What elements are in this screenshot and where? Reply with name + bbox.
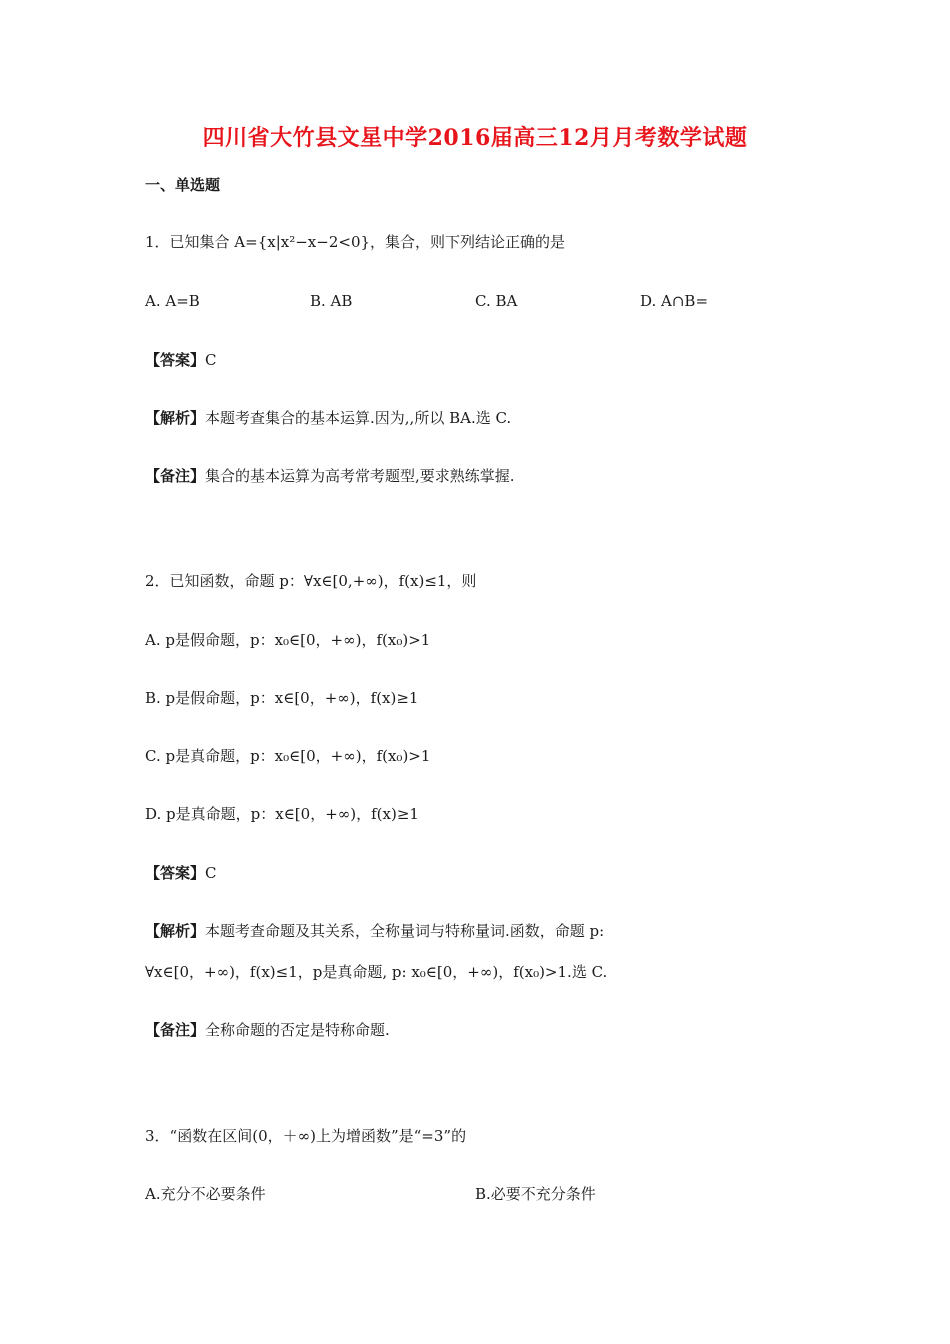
question-2-option-c: C. p是真命题，p：x₀∈[0，+∞)，f(x₀)>1 — [145, 747, 431, 765]
question-2-option-b: B. p是假命题，p：x∈[0，+∞)，f(x)≥1 — [145, 689, 419, 707]
question-1-option-b: B. AB — [310, 292, 353, 310]
question-3-stem: 3．“函数在区间(0，＋∞)上为增函数”是“=3”的 — [145, 1127, 467, 1145]
note-label: 【备注】 — [145, 1021, 206, 1039]
question-1-stem: 1．已知集合 A={x|x²−x−2<0}，集合，则下列结论正确的是 — [145, 233, 566, 251]
question-1-analysis — [145, 408, 511, 428]
note-text: 全称命题的否定是特称命题. — [205, 1021, 390, 1039]
answer-value: C — [205, 864, 217, 882]
question-2-analysis — [145, 921, 604, 941]
question-2-note — [145, 1020, 390, 1040]
answer-value: C — [205, 351, 217, 369]
question-1-option-c: C. BA — [475, 292, 518, 310]
answer-label: 【答案】 — [145, 864, 206, 882]
answer-label: 【答案】 — [145, 351, 206, 369]
analysis-text: 本题考查命题及其关系，全称量词与特称量词.函数，命题 p: — [205, 922, 605, 940]
question-2-stem: 2．已知函数，命题 p：∀x∈[0,+∞)，f(x)≤1，则 — [145, 572, 477, 590]
note-text: 集合的基本运算为高考常考题型,要求熟练掌握. — [205, 467, 515, 485]
question-1-option-d: D. A∩B= — [640, 292, 709, 310]
note-label: 【备注】 — [145, 467, 206, 485]
document-title: 四川省大竹县文星中学2016届高三12月月考数学试题 — [202, 125, 748, 151]
analysis-label: 【解析】 — [145, 409, 206, 427]
analysis-text: 本题考查集合的基本运算.因为,,所以 BA.选 C. — [205, 409, 512, 427]
question-3-option-a: A.充分不必要条件 — [145, 1185, 266, 1203]
question-2-analysis-continued: ∀x∈[0，+∞)，f(x)≤1，p是真命题, p: x₀∈[0，+∞)，f(x₀)>1.选 C. — [145, 963, 608, 981]
question-2-answer — [145, 863, 217, 883]
question-1-answer — [145, 350, 217, 370]
question-1-note — [145, 466, 515, 486]
question-1-option-a: A. A=B — [145, 292, 200, 310]
question-2-option-d: D. p是真命题，p：x∈[0，+∞)，f(x)≥1 — [145, 805, 419, 823]
analysis-label: 【解析】 — [145, 922, 206, 940]
question-3-option-b: B.必要不充分条件 — [475, 1185, 596, 1203]
question-2-option-a: A. p是假命题，p：x₀∈[0，+∞)，f(x₀)>1 — [145, 631, 431, 649]
section-heading: 一、单选题 — [145, 176, 221, 194]
